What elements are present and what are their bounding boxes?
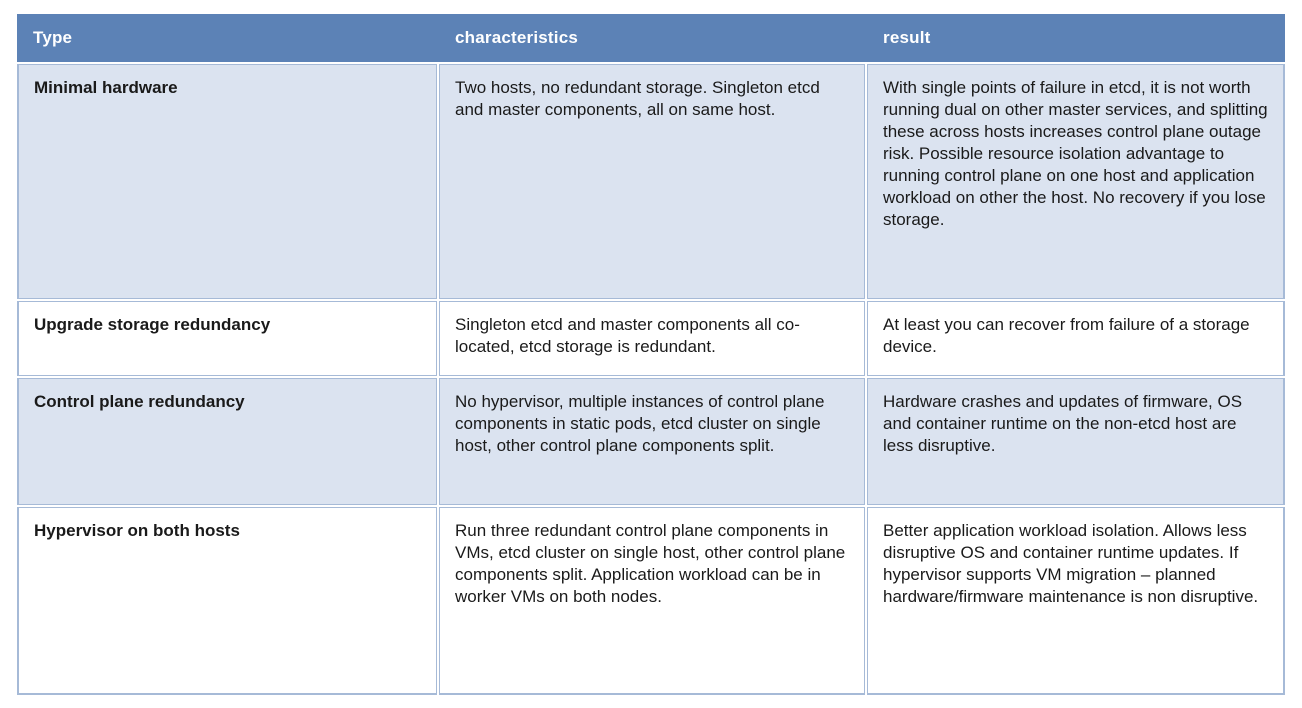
- cell-result: Better application workload isolation. Allows less disruptive OS and container runtime updates. If hypervisor supports VM migration – planned hardware/firmware maintenance is non disruptive.: [867, 507, 1285, 695]
- cell-type: Minimal hardware: [17, 64, 437, 299]
- table-row: [17, 64, 1285, 299]
- cell-type: Upgrade storage redundancy: [17, 301, 437, 376]
- table-row: [17, 378, 1285, 505]
- cell-result: At least you can recover from failure of a storage device.: [867, 301, 1285, 376]
- cell-characteristics: Run three redundant control plane components in VMs, etcd cluster on single host, other control plane components split. Application workload can be in worker VMs on both nodes.: [439, 507, 865, 695]
- deployment-options-table: [17, 14, 1285, 695]
- table-row: [17, 507, 1285, 695]
- cell-characteristics: Two hosts, no redundant storage. Singleton etcd and master components, all on same host.: [439, 64, 865, 299]
- cell-characteristics: Singleton etcd and master components all co-located, etcd storage is redundant.: [439, 301, 865, 376]
- cell-result: With single points of failure in etcd, it is not worth running dual on other master services, and splitting these across hosts increases control plane outage risk. Possible resource isolation advantage to running control plane on one host and application workload on other the host. No recovery if you lose storage.: [867, 64, 1285, 299]
- table-header-row: [17, 14, 1285, 62]
- cell-type: Hypervisor on both hosts: [17, 507, 437, 695]
- cell-result: Hardware crashes and updates of firmware, OS and container runtime on the non-etcd host are less disruptive.: [867, 378, 1285, 505]
- table-row: [17, 301, 1285, 376]
- column-header-type: Type: [33, 28, 73, 47]
- column-header-result: result: [883, 28, 931, 47]
- cell-type: Control plane redundancy: [17, 378, 437, 505]
- cell-characteristics: No hypervisor, multiple instances of control plane components in static pods, etcd cluster on single host, other control plane components split.: [439, 378, 865, 505]
- column-header-characteristics: characteristics: [455, 28, 579, 47]
